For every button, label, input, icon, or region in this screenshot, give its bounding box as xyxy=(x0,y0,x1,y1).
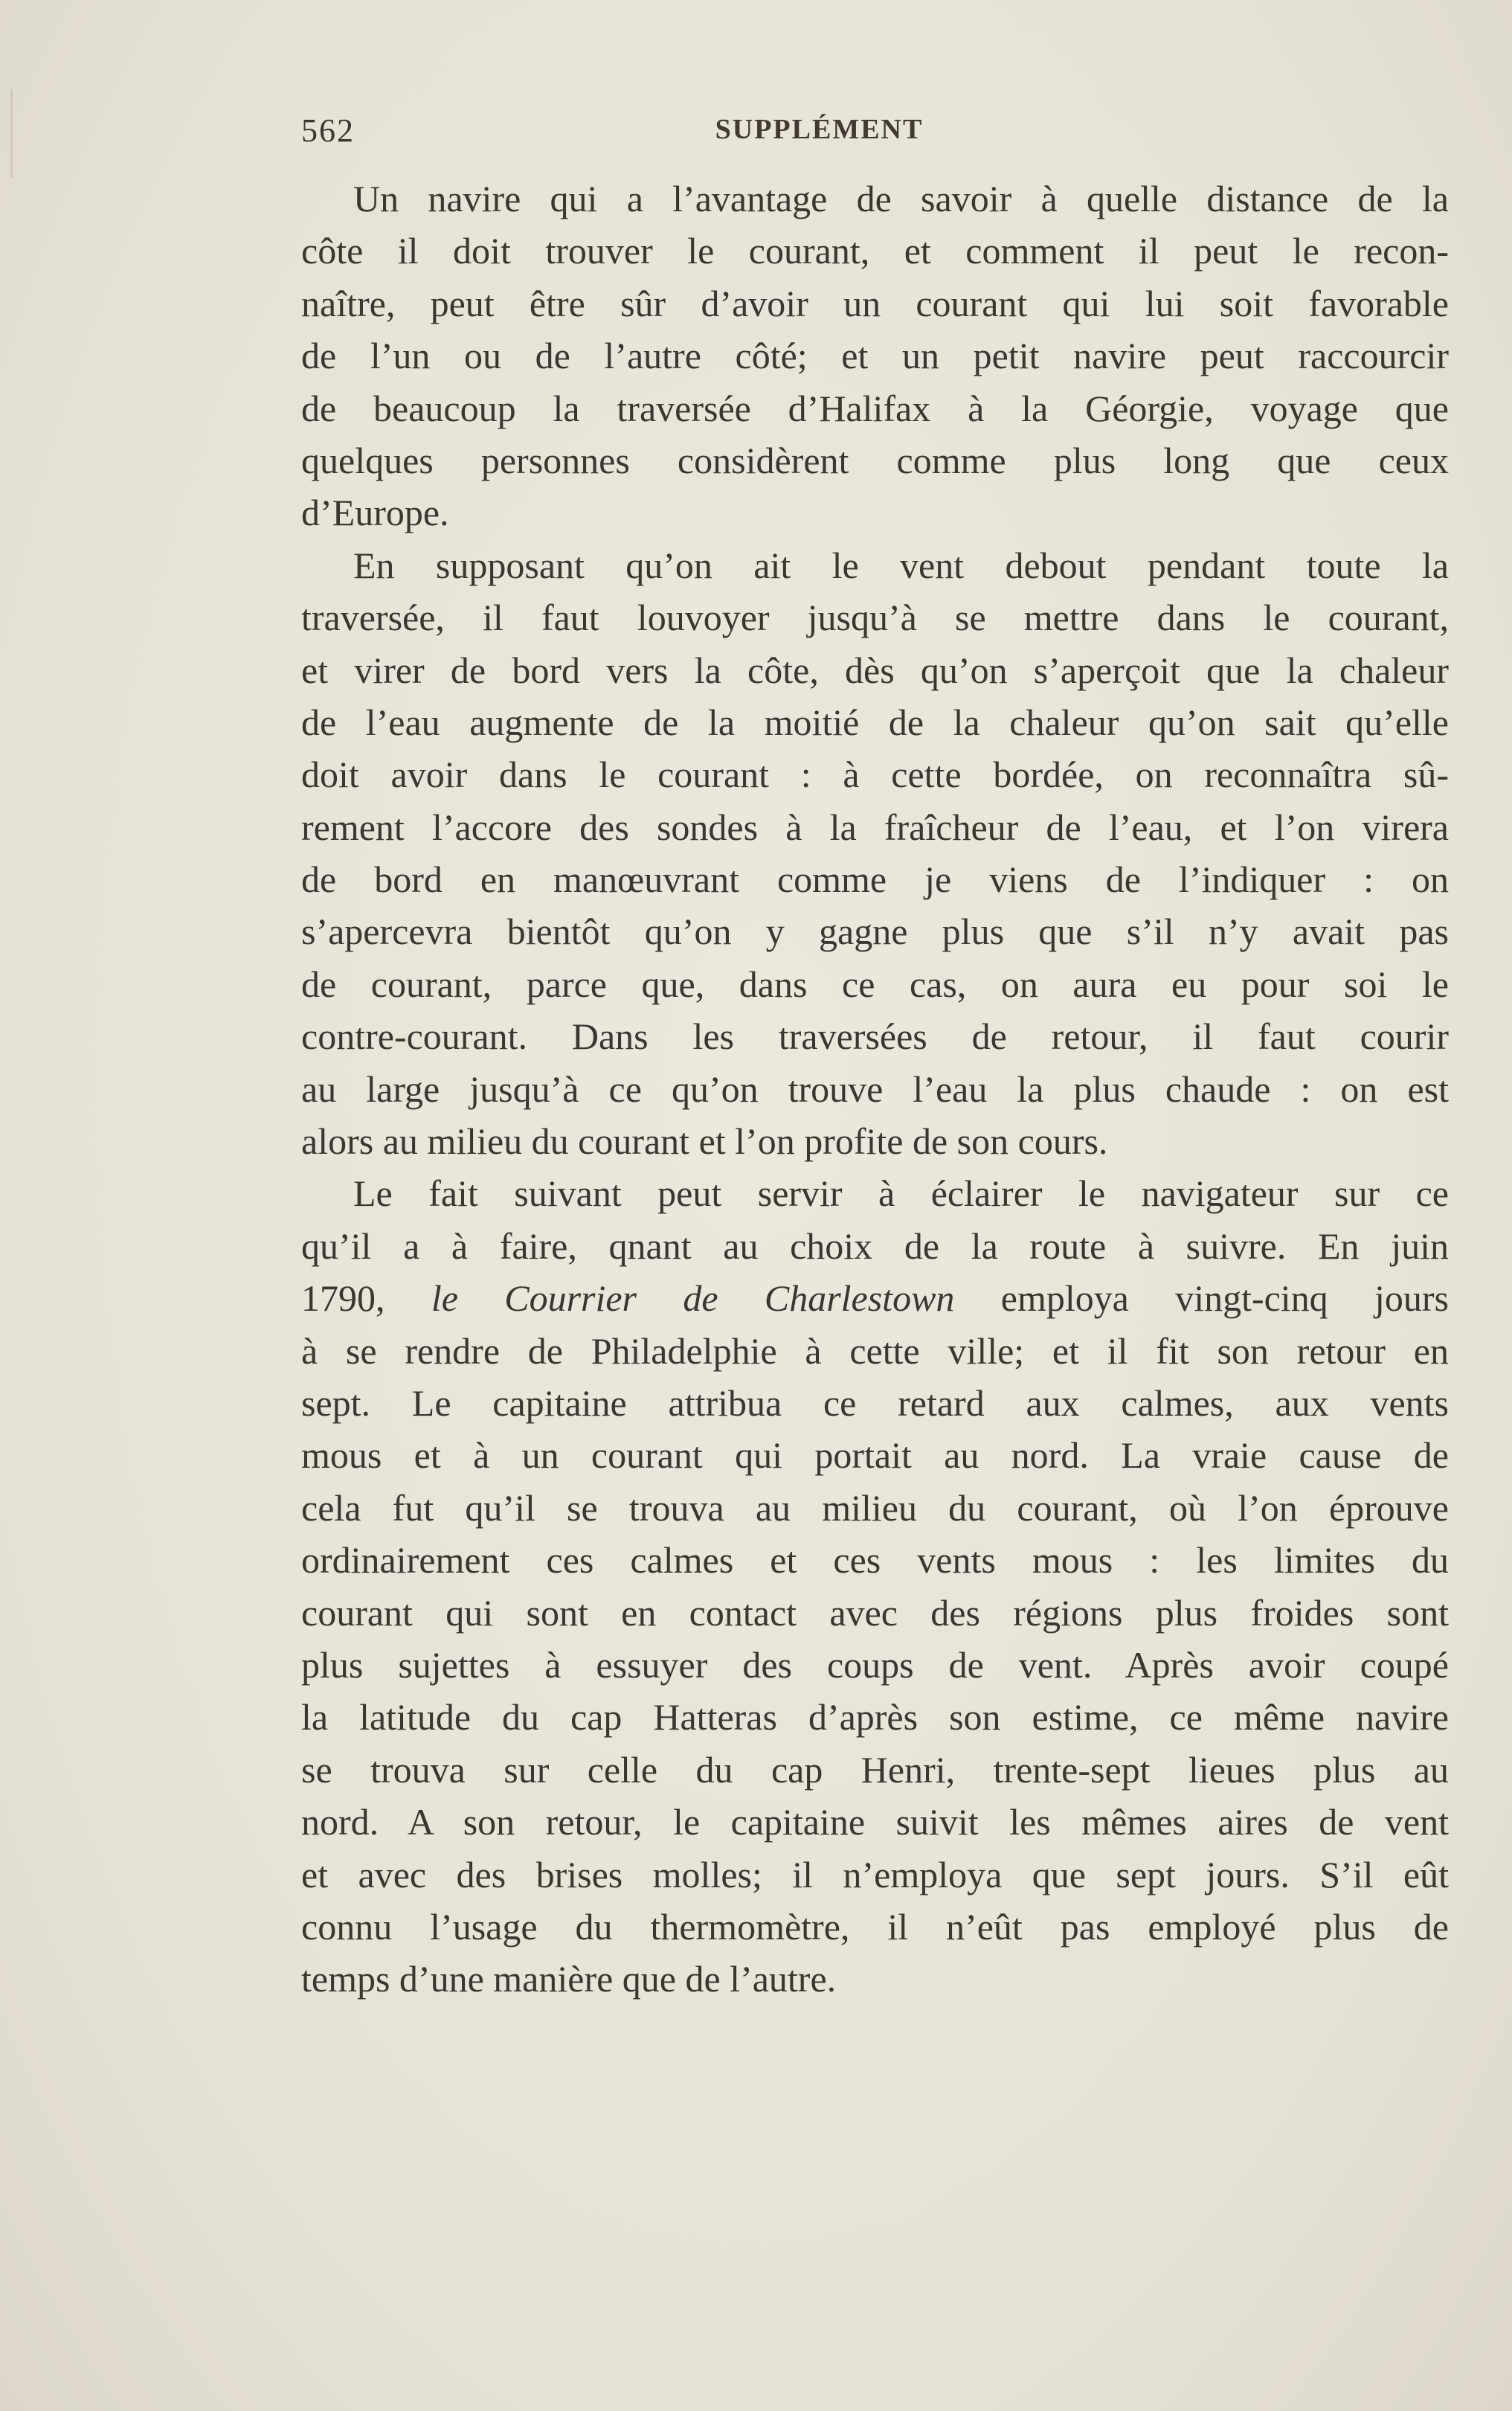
paragraph-2 xyxy=(301,539,1449,1168)
text-line: alors au milieu du courant et l’on profite de son cours. xyxy=(301,1120,1108,1163)
paragraph-1 xyxy=(301,173,1449,539)
text-line: quelques personnes considèrent comme plus long que ceux xyxy=(301,439,1449,481)
text-line: Un navire qui a l’avantage de savoir à quelle distance de la xyxy=(353,178,1449,219)
running-title: SUPPLÉMENT xyxy=(715,114,924,145)
text-line: et avec des brises molles; il n’employa que sept jours. S’il eût xyxy=(301,1853,1449,1895)
paragraph-3 xyxy=(301,1167,1449,2005)
text-line: courant qui sont en contact avec des régions plus froides sont xyxy=(301,1591,1449,1634)
text-line: de l’eau augmente de la moitié de la chaleur qu’on sait qu’elle xyxy=(301,701,1449,743)
text-line: d’Europe. xyxy=(301,492,449,534)
text-segment: 1790, xyxy=(301,1277,431,1320)
text-line: côte il doit trouver le courant, et comment il peut le recon- xyxy=(301,230,1449,272)
text-line: plus sujettes à essuyer des coups de vent. Après avoir coupé xyxy=(301,1643,1449,1686)
text-line: se trouva sur celle du cap Henri, trente-sept lieues plus au xyxy=(301,1748,1449,1791)
text-line: connu l’usage du thermomètre, il n’eût pas employé plus de xyxy=(301,1905,1449,1948)
ship-name-italic: le Courrier de Charlestown xyxy=(431,1277,955,1320)
text-line: de l’un ou de l’autre côté; et un petit navire peut raccourcir xyxy=(301,335,1449,377)
text-line: En supposant qu’on ait le vent debout pendant toute la xyxy=(353,544,1449,586)
text-line: rement l’accore des sondes à la fraîcheur de l’eau, et l’on virera xyxy=(301,806,1449,848)
text-line: qu’il a à faire, qnant au choix de la route à suivre. En juin xyxy=(301,1224,1449,1267)
text-line: sept. Le capitaine attribua ce retard aux calmes, aux vents xyxy=(301,1381,1449,1424)
text-line: naître, peut être sûr d’avoir un courant qui lui soit favorable xyxy=(301,282,1449,324)
text-line: doit avoir dans le courant : à cette bordée, on reconnaîtra sû- xyxy=(301,754,1449,796)
text-line: au large jusqu’à ce qu’on trouve l’eau la plus chaude : on est xyxy=(301,1068,1449,1110)
text-line: à se rendre de Philadelphie à cette ville; et il fit son retour en xyxy=(301,1329,1449,1372)
text-line: de beaucoup la traversée d’Halifax à la Géorgie, voyage que xyxy=(301,387,1449,429)
text-line: ordinairement ces calmes et ces vents mous : les limites du xyxy=(301,1539,1449,1582)
text-line: traversée, il faut louvoyer jusqu’à se mettre dans le courant, xyxy=(301,597,1449,639)
text-line: de bord en manœuvrant comme je viens de l’indiquer : on xyxy=(301,858,1449,901)
text-line: la latitude du cap Hatteras d’après son estime, ce même navire xyxy=(301,1696,1449,1739)
text-line: cela fut qu’il se trouva au milieu du courant, où l’on éprouve xyxy=(301,1486,1449,1529)
page-body xyxy=(301,173,1449,2006)
text-line: s’apercevra bientôt qu’on y gagne plus que s’il n’y avait pas xyxy=(301,911,1449,953)
text-line-with-italic xyxy=(301,1272,1449,1324)
text-line: nord. A son retour, le capitaine suivit les mêmes aires de vent xyxy=(301,1801,1449,1843)
page-number: 562 xyxy=(301,112,355,149)
text-line: Le fait suivant peut servir à éclairer le navigateur sur ce xyxy=(353,1172,1449,1215)
text-line: et virer de bord vers la côte, dès qu’on s’aperçoit que la chaleur xyxy=(301,649,1449,691)
text-line: de courant, parce que, dans ce cas, on aura eu pour soi le xyxy=(301,963,1449,1005)
text-segment: employa vingt-cinq jours xyxy=(954,1277,1449,1320)
text-line: mous et à un courant qui portait au nord. La vraie cause de xyxy=(301,1434,1449,1477)
text-line: contre-courant. Dans les traversées de retour, il faut courir xyxy=(301,1015,1449,1058)
text-line: temps d’une manière que de l’autre. xyxy=(301,1958,837,2000)
